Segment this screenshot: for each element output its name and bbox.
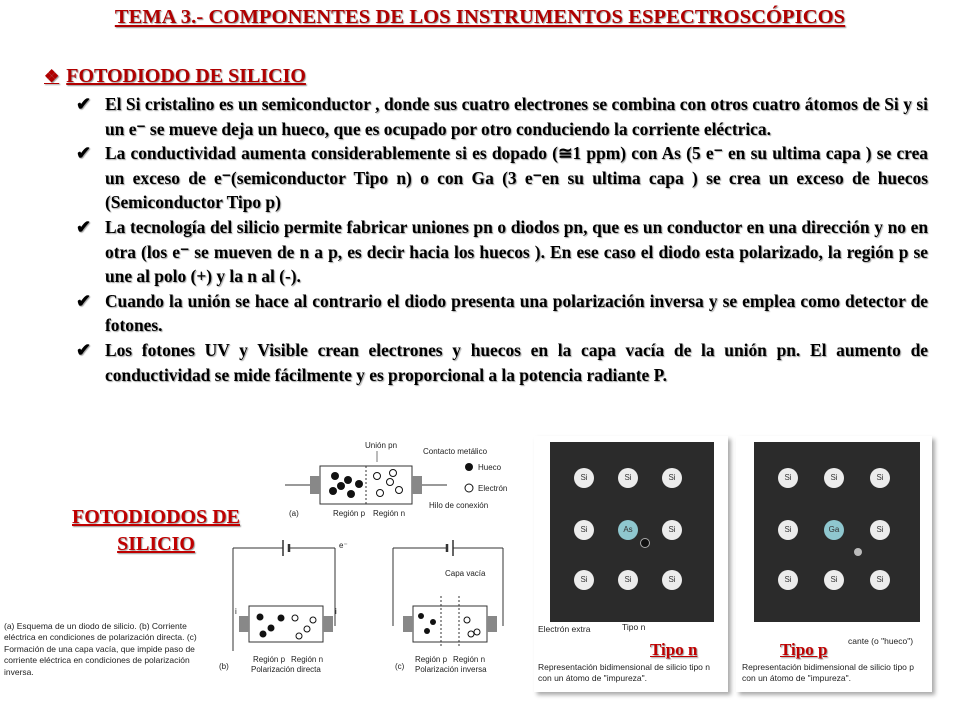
bullet-text: La conductividad aumenta considerablemente si es dopado (≅1 ppm) con As (5 e⁻ en su ultima capa ) se crea un exceso de e⁻(semiconductor Tipo n) o con Ga (3 e⁻en su ultima capa ) se crea un exceso de huecos (Semiconductor Tipo p): [105, 143, 928, 213]
list-item: [76, 141, 928, 215]
legend-hole-icon: [465, 463, 473, 471]
extra-electron-icon: [640, 538, 650, 548]
list-item: [76, 215, 928, 289]
checkmark-icon: ✔: [76, 94, 92, 114]
label-region-p-b: Región p: [253, 655, 286, 664]
lattice-n: [550, 442, 714, 622]
atom-dopant: As: [618, 520, 638, 540]
caption-tipo-p: Representación bidimensional de silicio tipo p con un átomo de "impureza".: [742, 662, 914, 683]
label-region-n-a: Región n: [373, 509, 406, 518]
label-c: (c): [395, 662, 405, 671]
label-region-n-c: Región n: [453, 655, 486, 664]
atom-si: Si: [618, 570, 638, 590]
atom-si: Si: [824, 570, 844, 590]
label-capa: Capa vacía: [445, 569, 486, 578]
figure-title: FOTODIODOS DE SILICIO: [72, 506, 240, 555]
atom-si: Si: [662, 570, 682, 590]
label-directa: Polarización directa: [251, 665, 321, 674]
diamond-bullet-icon: ❖: [44, 66, 60, 86]
label-i-right: i: [335, 607, 337, 616]
atom-si: Si: [778, 520, 798, 540]
legend-electron: Electrón: [478, 484, 508, 493]
bullet-text: Los fotones UV y Visible crean electrones y huecos en la capa vacía de la unión pn. El aumento de conductividad se mide fácilmente y es proporcional a la potencia radiante P.: [105, 339, 928, 385]
panel-tipo-p: [736, 436, 932, 692]
atom-si: Si: [618, 468, 638, 488]
label-inversa: Polarización inversa: [415, 665, 487, 674]
atom-si: Si: [574, 468, 594, 488]
label-electron-extra: Electrón extra: [538, 624, 591, 634]
diagram-caption: (a) Esquema de un diodo de silicio. (b) Corriente eléctrica en condiciones de polarización directa. (c) Formación de una capa vacía, que impide paso de corriente eléctrica en condiciones de polarización inversa.: [4, 621, 197, 677]
diode-diagram: [215, 436, 525, 686]
contact-right-a: [412, 476, 422, 494]
tipo-p-label: Tipo p: [780, 640, 828, 659]
label-hueco: cante (o "hueco"): [848, 636, 914, 646]
label-region-p-c: Región p: [415, 655, 448, 664]
panel-tipo-n: [534, 436, 728, 692]
caption-tipo-n: Representación bidimensional de silicio tipo n con un átomo de "impureza".: [538, 662, 710, 683]
section-heading: [44, 65, 306, 88]
atom-si: Si: [574, 570, 594, 590]
atom-si: Si: [870, 570, 890, 590]
bullet-text: El Si cristalino es un semiconductor , donde sus cuatro electrones se combina con otros cuatro átomos de Si y si un e⁻ se mueve deja un hueco, que es ocupado por otro conduciendo la corriente eléctrica.: [105, 94, 928, 139]
diode-body-b: [249, 606, 323, 642]
atom-si: Si: [870, 468, 890, 488]
lattice-p: [754, 442, 920, 622]
atom-dopant: Ga: [824, 520, 844, 540]
atom-si: Si: [662, 520, 682, 540]
label-tipo-n-small: Tipo n: [622, 622, 646, 632]
hole-icon: [854, 548, 862, 556]
label-e-b: e⁻: [339, 541, 348, 550]
checkmark-icon: ✔: [76, 216, 92, 237]
list-item: [76, 338, 928, 387]
label-a: (a): [289, 509, 299, 518]
checkmark-icon: ✔: [76, 339, 92, 360]
label-region-n-b: Región n: [291, 655, 324, 664]
atom-si: Si: [778, 570, 798, 590]
checkmark-icon: ✔: [76, 290, 92, 311]
legend-electron-icon: [465, 484, 473, 492]
list-item: [76, 289, 928, 338]
label-contacto: Contacto metálico: [423, 447, 488, 456]
bullet-text: La tecnología del silicio permite fabricar uniones pn o diodos pn, que es un conductor en una dirección y no en otra (los e⁻ se mueven de n a p, es decir hacia los huecos ). En ese caso el diodo esta polarizado, la región p se une al polo (+) y la n al (-).: [105, 216, 928, 287]
atom-si: Si: [662, 468, 682, 488]
label-union-pn: Unión pn: [365, 441, 398, 450]
bullet-list: [76, 92, 928, 387]
label-i-left: i: [235, 607, 237, 616]
tipo-n-label: Tipo n: [650, 640, 698, 659]
atom-si: Si: [870, 520, 890, 540]
bullet-text: Cuando la unión se hace al contrario el diodo presenta una polarización inversa y se emplea como detector de fotones.: [105, 290, 928, 336]
contact-left-a: [310, 476, 320, 494]
atom-si: Si: [574, 520, 594, 540]
legend-hueco: Hueco: [478, 463, 502, 472]
label-b: (b): [219, 662, 229, 671]
section-label: FOTODIODO DE SILICIO: [66, 65, 306, 87]
list-item: [76, 92, 928, 141]
page-title: TEMA 3.- COMPONENTES DE LOS INSTRUMENTOS ESPECTROSCÓPICOS: [114, 6, 846, 28]
label-hilo: Hilo de conexión: [429, 501, 489, 510]
diode-body-c: [413, 606, 487, 642]
checkmark-icon: ✔: [76, 143, 92, 164]
label-region-p-a: Región p: [333, 509, 366, 518]
atom-si: Si: [778, 468, 798, 488]
atom-si: Si: [824, 468, 844, 488]
